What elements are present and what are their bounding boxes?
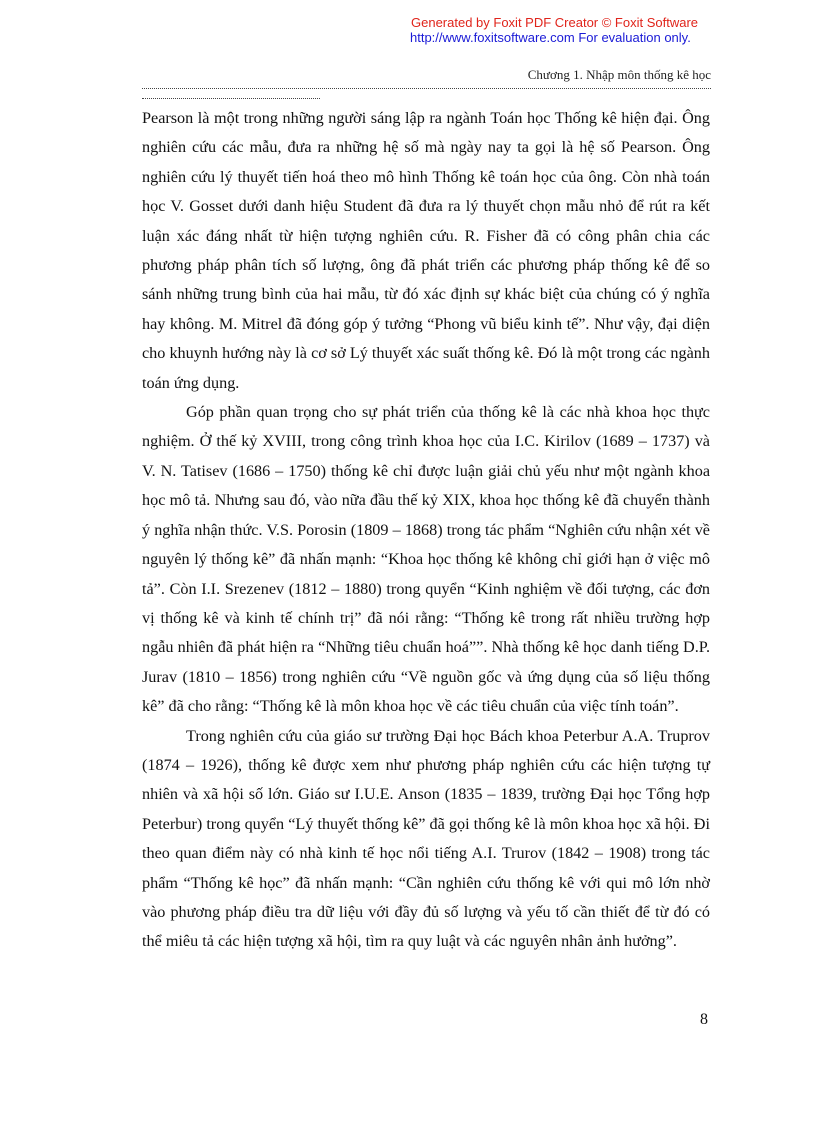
header-rule (142, 88, 711, 89)
page-body (142, 104, 710, 957)
chapter-header: Chương 1. Nhập môn thống kê học (527, 67, 711, 82)
watermark-line-2: http://www.foxitsoftware.com For evaluation only. (410, 30, 691, 45)
paragraph-2: Góp phần quan trọng cho sự phát triển của thống kê là các nhà khoa học thực nghiệm. Ở thế kỷ XVIII, trong công trình khoa học của I.C. Kirilov (1689 – 1737) và V. N. Tatisev (1686 – 1750) thống kê chỉ được luận giải chủ yếu như một ngành khoa học mô tả. Nhưng sau đó, vào nữa đầu thế kỷ XIX, khoa học thống kê đã chuyển thành ý nghĩa nhận thức. V.S. Porosin (1809 – 1868) trong tác phẩm “Nghiên cứu nhận xét về nguyên lý thống kê” đã nhấn mạnh: “Khoa học thống kê không chỉ giới hạn ở việc mô tả”. Còn I.I. Srezenev (1812 – 1880) trong quyển “Kinh nghiệm về đối tượng, các đơn vị thống kê và kinh tế chính trị” đã nói rằng: “Thống kê trong rất nhiều trường hợp ngẫu nhiên đã phát hiện ra “Những tiêu chuẩn hoá””. Nhà thống kê học danh tiếng D.P. Jurav (1810 – 1856) trong nghiên cứu “Về nguồn gốc và ứng dụng của số liệu thống kê” đã cho rằng: “Thống kê là môn khoa học về các tiêu chuẩn của việc tính toán”. (142, 403, 710, 716)
paragraph-1: Pearson là một trong những người sáng lập ra ngành Toán học Thống kê hiện đại. Ông nghiên cứu các mẫu, đưa ra những hệ số mà ngày nay ta gọi là hệ số Pearson. Ông nghiên cứu lý thuyết tiến hoá theo mô hình Thống kê toán học của ông. Còn nhà toán học V. Gosset dưới danh hiệu Student đã đưa ra lý thuyết chọn mẫu nhỏ để rút ra kết luận xác đáng nhất từ hiện tượng nghiên cứu. R. Fisher đã có công phân chia các phương pháp phân tích số lượng, ông đã phát triển các phương pháp thống kê để so sánh những trung bình của hai mẫu, từ đó xác định sự khác biệt của chúng có ý nghĩa hay không. M. Mitrel đã đóng góp ý tưởng “Phong vũ biểu kinh tế”. Như vậy, đại diện cho khuynh hướng này là cơ sở Lý thuyết xác suất thống kê. Đó là một trong các ngành toán ứng dụng. (142, 109, 710, 392)
paragraph-3: Trong nghiên cứu của giáo sư trường Đại học Bách khoa Peterbur A.A. Truprov (1874 – 1926), thống kê được xem như phương pháp nghiên cứu các hiện tượng tự nhiên và xã hội số lớn. Giáo sư I.U.E. Anson (1835 – 1839, trường Đại học Tổng hợp Peterbur) trong quyển “Lý thuyết thống kê” đã gọi thống kê là môn khoa học xã hội. Đi theo quan điểm này có nhà kinh tế học nổi tiếng A.I. Trurov (1842 – 1908) trong tác phẩm “Thống kê học” đã nhấn mạnh: “Cần nghiên cứu thống kê với qui mô lớn nhờ vào phương pháp điều tra dữ liệu với đầy đủ số lượng và yếu tố cần thiết để từ đó có thể miêu tả các hiện tượng xã hội, tìm ra quy luật và các nguyên nhân ảnh hưởng”. (142, 726, 710, 951)
watermark-line-1: Generated by Foxit PDF Creator © Foxit Software (411, 15, 699, 30)
header-rule-short (142, 98, 320, 99)
foxit-watermark (410, 15, 710, 45)
page-number: 8 (700, 1011, 708, 1028)
